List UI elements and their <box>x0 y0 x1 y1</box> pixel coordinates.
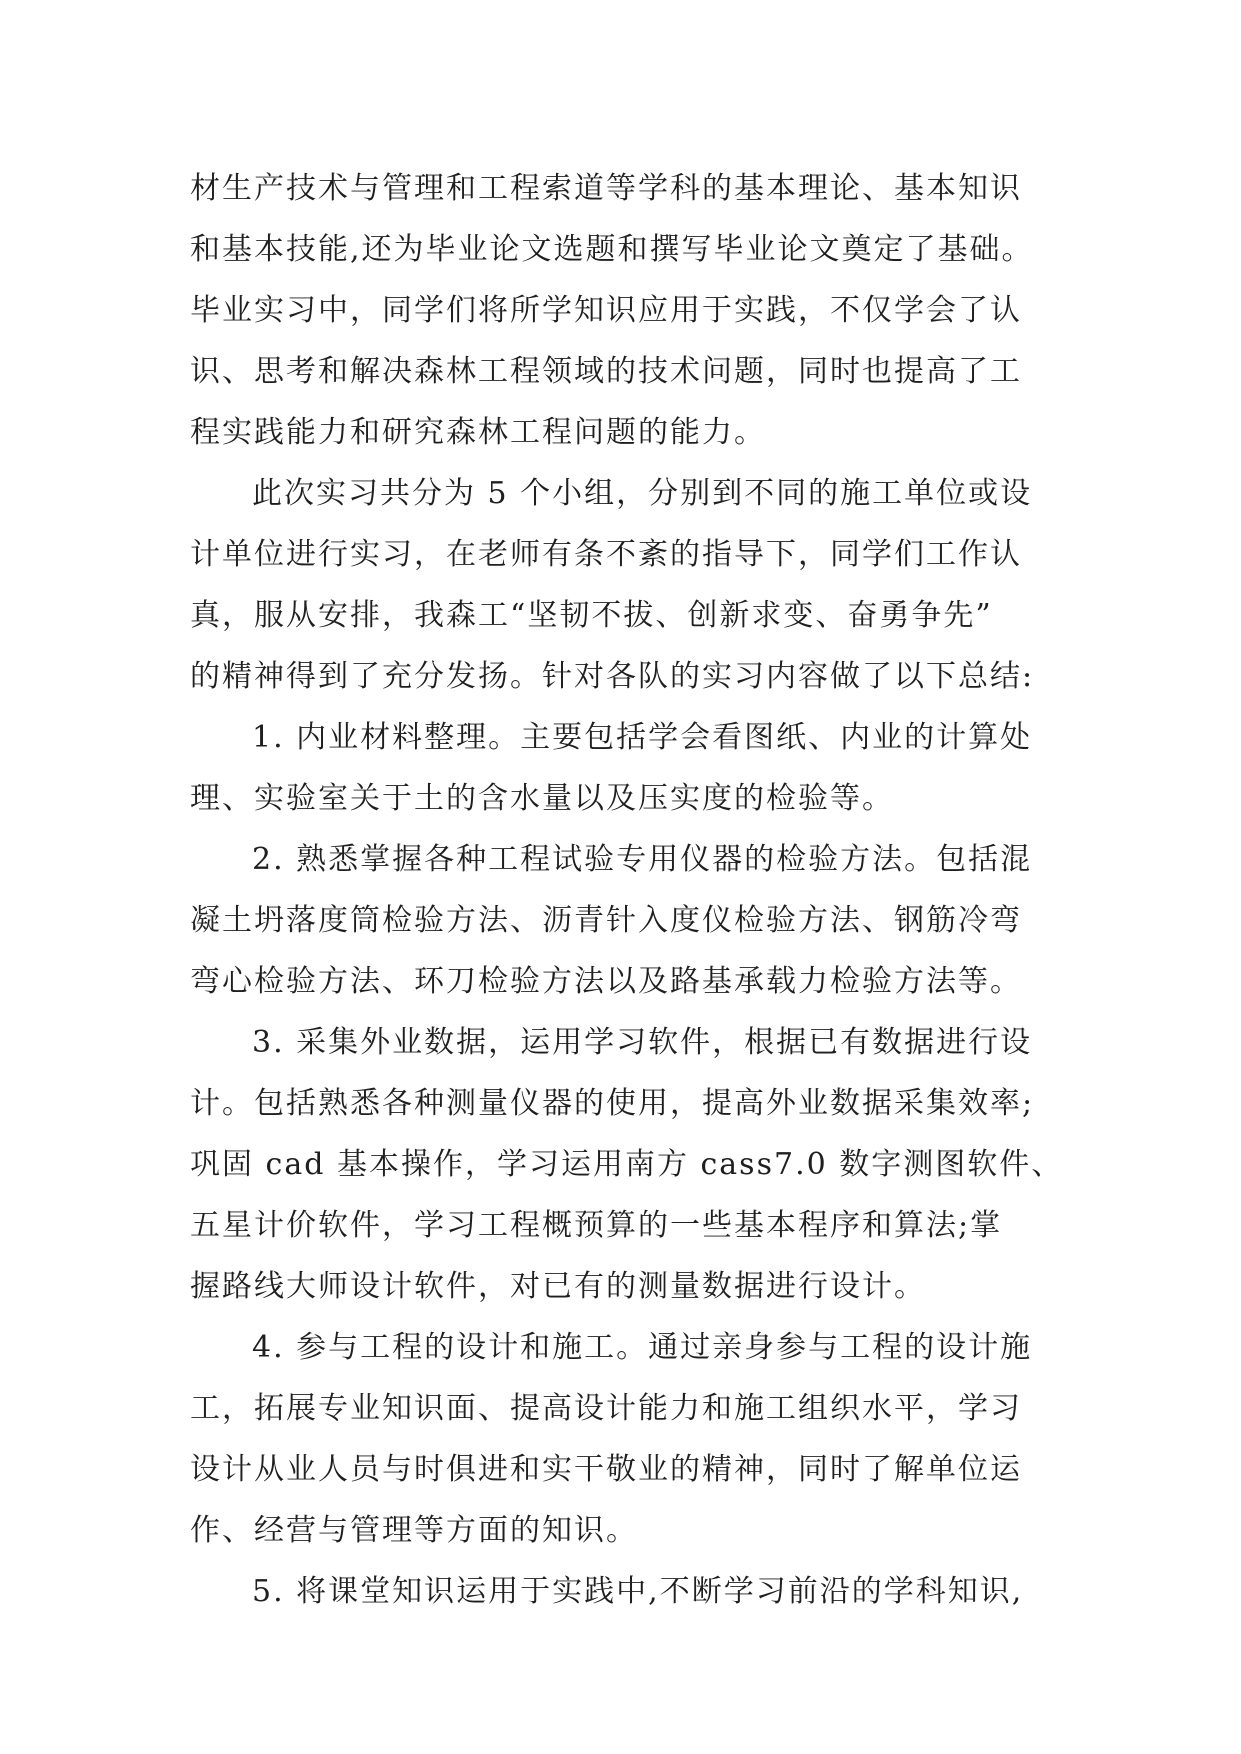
text-line: 理、实验室关于土的含水量以及压实度的检验等。 <box>190 781 894 816</box>
text-line: 计单位进行实习，在老师有条不紊的指导下，同学们工作认 <box>190 537 1022 572</box>
text-line: 巩固 cad 基本操作，学习运用南方 cass7.0 数字测图软件、 <box>190 1147 1064 1182</box>
text-line: 凝土坍落度筒检验方法、沥青针入度仪检验方法、钢筋冷弯 <box>190 903 1022 938</box>
text-line: 设计从业人员与时俱进和实干敬业的精神，同时了解单位运 <box>190 1452 1022 1487</box>
text-line: 识、思考和解决森林工程领域的技术问题，同时也提高了工 <box>190 354 1022 389</box>
paragraph-first-line: 4. 参与工程的设计和施工。通过亲身参与工程的设计施 <box>252 1330 1033 1365</box>
text-line: 工，拓展专业知识面、提高设计能力和施工组织水平，学习 <box>190 1391 1022 1426</box>
text-line: 的精神得到了充分发扬。针对各队的实习内容做了以下总结: <box>190 659 1035 694</box>
paragraph-first-line: 5. 将课堂知识运用于实践中,不断学习前沿的学科知识, <box>252 1574 1024 1609</box>
paragraph-first-line: 此次实习共分为 5 个小组，分别到不同的施工单位或设 <box>252 476 1033 511</box>
text-line: 和基本技能,还为毕业论文选题和撰写毕业论文奠定了基础。 <box>190 232 1034 267</box>
text-line: 五星计价软件，学习工程概预算的一些基本程序和算法;掌 <box>190 1208 1003 1243</box>
paragraph-first-line: 1. 内业材料整理。主要包括学会看图纸、内业的计算处 <box>252 720 1033 755</box>
text-line: 毕业实习中，同学们将所学知识应用于实践，不仅学会了认 <box>190 293 1022 328</box>
text-line: 材生产技术与管理和工程索道等学科的基本理论、基本知识 <box>190 171 1022 206</box>
text-line: 弯心检验方法、环刀检验方法以及路基承载力检验方法等。 <box>190 964 1022 999</box>
paragraph-first-line: 2. 熟悉掌握各种工程试验专用仪器的检验方法。包括混 <box>252 842 1033 877</box>
text-line: 握路线大师设计软件，对已有的测量数据进行设计。 <box>190 1269 926 1304</box>
paragraph-first-line: 3. 采集外业数据，运用学习软件，根据已有数据进行设 <box>252 1025 1033 1060</box>
text-line: 程实践能力和研究森林工程问题的能力。 <box>190 415 766 450</box>
text-line: 真，服从安排，我森工“坚韧不拔、创新求变、奋勇争先” <box>190 598 993 633</box>
body-text <box>190 158 1090 1622</box>
text-line: 作、经营与管理等方面的知识。 <box>190 1513 638 1548</box>
text-line: 计。包括熟悉各种测量仪器的使用，提高外业数据采集效率; <box>190 1086 1035 1121</box>
